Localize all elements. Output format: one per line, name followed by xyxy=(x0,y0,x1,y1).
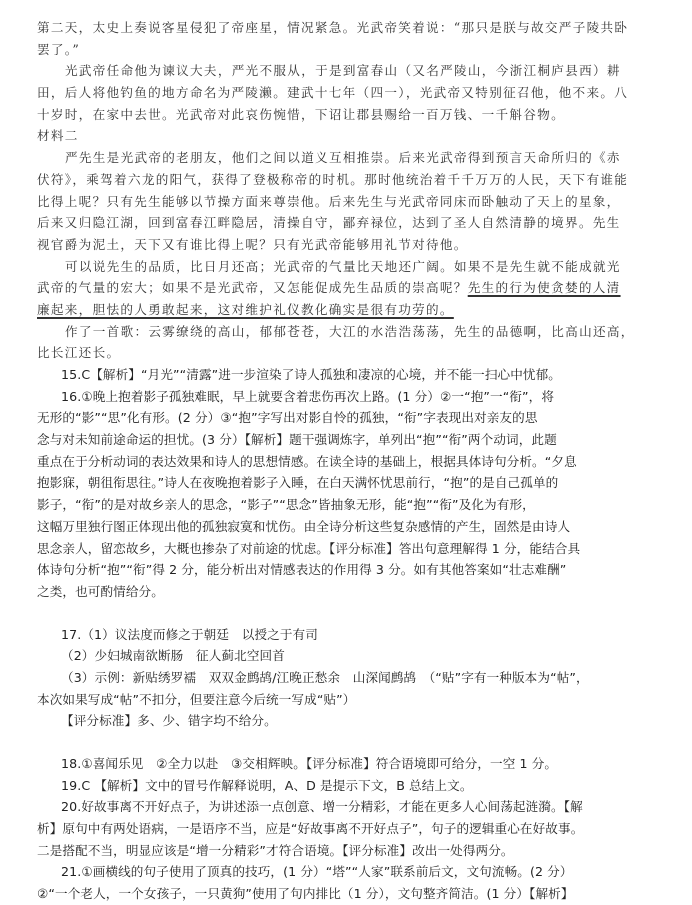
text-line: 这幅万里独行图正体现出他的孤独寂寞和忧伤。由全诗分析这些复杂感情的产生，固然是由诗人 xyxy=(37,518,571,534)
text-line: 21.①画横线的句子使用了顶真的技巧，(1 分）“塔”“人家”联系前后文，文句流畅。(2 分） xyxy=(61,864,573,880)
underlined-sentence: 先生的行为使贪婪的人清 xyxy=(467,280,621,296)
answer-key-page xyxy=(37,17,659,905)
text-line: 体诗句分析“抱”“衔”得 2 分，能分析出对情感表达的作用得 3 分。如有其他答案如“壮志难酬” xyxy=(37,562,567,578)
text-line: 二是搭配不当，明显应该是“增一分精彩”才符合语境。【评分标准】改出一处得两分。 xyxy=(37,842,514,858)
text-line: 【评分标准】多、少、错字均不给分。 xyxy=(61,713,277,729)
text-line: 视官爵为泥土，天下又有谁比得上呢？只有光武帝能够用礼节对待他。 xyxy=(37,236,468,252)
text-line: 无形的“影”“思”化有形。(2 分）③“抱”字写出对影自怜的孤独，“衔”字表现出对亲友的思 xyxy=(37,410,538,426)
text-line: 析】原句中有两处语病，一是语序不当，应是“好故事离不开好点子”，句子的逻辑重心在好故事。 xyxy=(37,821,584,837)
text-line: 20.好故事离不开好点子，为讲述添一点创意、增一分精彩，才能在更多人心间荡起涟漪。【解 xyxy=(61,799,583,815)
plain-text: 武帝的气量的宏大；如果不是光武帝，又怎能促成先生品质的崇高呢？ xyxy=(37,280,468,296)
text-line: 光武帝任命他为谏议大夫，严光不服从，于是到富春山（又名严陵山，今浙江桐庐县西）耕 xyxy=(65,63,621,79)
text-line: ②“一个老人，一个女孩子，一只黄狗”使用了句内排比（1 分），文句整齐简洁。(1 分）【解析】 xyxy=(37,886,574,902)
text-line: 本次如果写成“帖”不扣分，但要注意今后统一写成“贴”） xyxy=(37,691,356,707)
text-line: 伏符》，乘驾着六龙的阳气，获得了登极称帝的时机。那时他统治着千千万万的人民，天下有谁能 xyxy=(37,171,629,187)
text-line: 影子，“衔”的是对故乡亲人的思念，“影子”“思念”皆抽象无形，能“抱”“衔”及化为有形， xyxy=(37,497,535,513)
material-two xyxy=(37,125,659,364)
text-line: 田，后人将他钓鱼的地方命名为严陵濑。建武十七年（四一），光武帝又特别征召他，他不来。八 xyxy=(37,85,629,101)
text-line: 之类，也可酌情给分。 xyxy=(37,583,164,599)
text-line xyxy=(37,277,659,299)
answer-17 xyxy=(37,624,659,732)
text-line: 作了一首歌：云雾缭绕的高山，郁郁苍苍，大江的水浩浩荡荡，先生的品德啊，比高山还高， xyxy=(65,323,635,339)
answer-16 xyxy=(37,386,659,603)
answer-19 xyxy=(37,775,659,797)
text-line xyxy=(37,299,659,321)
text-line: 17.（1）议法度而修之于朝廷 以授之于有司 xyxy=(61,626,318,642)
text-line: 16.①晚上抱着影子孤独难眠，早上就要含着悲伤再次上路。(1 分）②一“抱”一“衔”，将 xyxy=(61,388,555,404)
text-line: 比长江还长。 xyxy=(37,345,121,361)
text-line: 念与对未知前途命运的担忧。(3 分）【解析】题干强调炼字，单列出“抱”“衔”两个动词，此题 xyxy=(37,432,557,448)
text-line: 比得上呢？只有先生能够以节操方面来尊崇他。后来先生与光武帝同床而卧触动了天上的星象， xyxy=(37,193,621,209)
section-heading: 材料二 xyxy=(37,128,79,144)
material-one xyxy=(37,17,659,125)
answer-21 xyxy=(37,861,659,904)
answer-20 xyxy=(37,796,659,861)
text-line: 可以说先生的品质，比日月还高；光武帝的气量比天地还广阔。如果不是先生就不能成就光 xyxy=(65,258,621,274)
text-line: 思念亲人，留恋故乡，大概也掺杂了对前途的忧虑。【评分标准】答出句意理解得 1 分，能结合具 xyxy=(37,540,581,556)
text-line: 后来又归隐江湖，回到富春江畔隐居，清操自守，鄙弃禄位，达到了圣人自然清静的境界。先生 xyxy=(37,215,621,231)
text-line: （2）少妇城南欲断肠 征人蓟北空回首 xyxy=(61,648,285,664)
text-line: 19.C 【解析】文中的冒号作解释说明，A、D 是提示下文，B 总结上文。 xyxy=(61,777,473,793)
answer-18 xyxy=(37,753,659,775)
text-line: 罢了。” xyxy=(37,41,81,57)
text-line: 严先生是光武帝的老朋友，他们之间以道义互相推崇。后来光武帝得到预言天命所归的《赤 xyxy=(65,150,621,166)
text-line: 抱影寐，朝徂衔思往。”诗人在夜晚抱着影子入睡，在白天满怀忧思前行，“抱”的是自己孤单的 xyxy=(37,475,559,491)
text-line: 十岁时，在家中去世。光武帝对此哀伤惋惜，下诏让郡县赐给一百万钱、一千斛谷物。 xyxy=(37,106,565,122)
text-line: 第二天，太史上奏说客星侵犯了帝座星，情况紧急。光武帝笑着说：“那只是朕与故交严子陵共卧 xyxy=(37,20,629,35)
text-line: 18.①喜闻乐见 ②全力以赴 ③交相辉映。【评分标准】符合语境即可给分，一空 1 分。 xyxy=(61,756,558,771)
text-line: 15.C【解析】“月光”“清露”进一步渲染了诗人孤独和凄凉的心境，并不能一扫心中忧郁。 xyxy=(61,367,562,382)
spacer xyxy=(37,603,659,624)
underlined-sentence: 廉起来，胆怯的人勇敢起来，这对维护礼仪教化确实是很有功劳的。 xyxy=(37,301,454,317)
answer-15 xyxy=(37,364,659,386)
text-line: 重点在于分析动词的表达效果和诗人的思想情感。在读全诗的基础上，根据具体诗句分析。“夕息 xyxy=(37,453,577,469)
spacer xyxy=(37,732,659,753)
text-line: （3）示例：新贴绣罗襦 双双金鹧鸪/江晚正愁余 山深闻鹧鸪 （“贴”字有一种版本为“帖”， xyxy=(61,669,589,685)
